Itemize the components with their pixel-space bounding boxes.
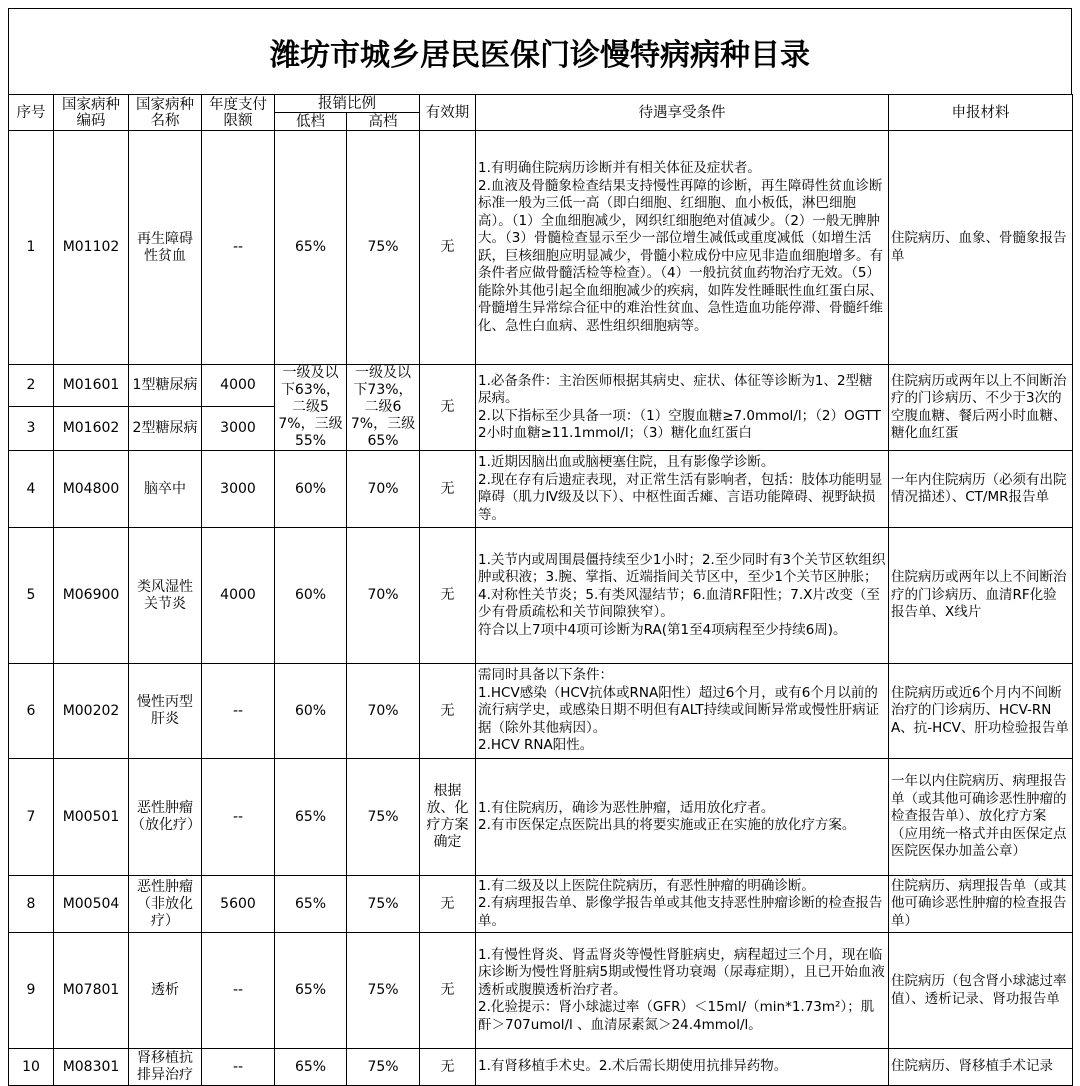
condition-line: 2.现在存有后遗症表现，对正常生活有影响者，包括：肢体功能明显障碍（肌力Ⅳ级及以下）、中枢性面舌瘫、言语功能障碍、视野缺损等。 — [478, 471, 883, 523]
row-conditions — [476, 933, 889, 1049]
row-high: 70% — [347, 528, 420, 664]
row-index: 7 — [9, 759, 54, 876]
table-row — [9, 528, 1073, 664]
header-row-1 — [9, 95, 1073, 113]
row-code: M07801 — [54, 933, 129, 1049]
row-code: M00504 — [54, 876, 129, 933]
table-row — [9, 759, 1073, 876]
row-validity: 无 — [420, 365, 476, 451]
row-name: 恶性肿瘤（非放化疗） — [129, 876, 202, 933]
row-validity: 无 — [420, 528, 476, 664]
row-low: 60% — [275, 451, 347, 528]
row-validity: 无 — [420, 131, 476, 365]
row-low: 65% — [275, 933, 347, 1049]
row-index: 2 — [9, 365, 54, 407]
condition-line: 2.有病理报告单、影像学报告单或其他支持恶性肿瘤诊断的检查报告单。 — [478, 895, 883, 929]
table-row — [9, 451, 1073, 528]
header-conditions: 待遇享受条件 — [476, 95, 889, 131]
row-limit: 3000 — [202, 451, 275, 528]
row-materials: 住院病历（包含肾小球滤过率值）、透析记录、肾功报告单 — [889, 933, 1073, 1049]
row-high: 75% — [347, 131, 420, 365]
row-name: 肾移植抗排异治疗 — [129, 1049, 202, 1086]
row-index: 3 — [9, 407, 54, 451]
row-low: 60% — [275, 528, 347, 664]
page-title: 潍坊市城乡居民医保门诊慢特病病种目录 — [8, 8, 1072, 94]
table-row — [9, 876, 1073, 933]
row-low: 65% — [275, 876, 347, 933]
row-limit: 5600 — [202, 876, 275, 933]
row-name: 脑卒中 — [129, 451, 202, 528]
row-name: 慢性丙型肝炎 — [129, 664, 202, 759]
condition-line: 1.有明确住院病历诊断并有相关体征及症状者。 — [478, 160, 761, 176]
condition-line: 1.有住院病历，确诊为恶性肿瘤，适用放化疗者。 — [478, 799, 775, 816]
table-row — [9, 664, 1073, 759]
materials-text: 住院病历或两年以上不间断治疗的门诊病历、不少于3次的空腹血糖、餐后两小时血糖、糖化血红蛋 — [891, 372, 1067, 441]
row-code: M01602 — [54, 407, 129, 451]
row-code: M00202 — [54, 664, 129, 759]
condition-line: 2.有市医保定点医院出具的将要实施或正在实施的放化疗方案。 — [478, 817, 856, 833]
row-conditions — [476, 664, 889, 759]
row-materials: 住院病历、肾移植手术记录 — [889, 1049, 1073, 1086]
condition-line: 2.血液及骨髓象检查结果支持慢性再障的诊断，再生障碍性贫血诊断标准一般为三低一高（即白细胞、红细胞、血小板低，淋巴细胞高）。（1）全血细胞减少，网织红细胞绝对值减少。（2）一般无脾肿大。（3）骨髓检查显示至少一部位增生减低或重度减低（如增生活跃，巨核细胞应明显减少，骨髓小粒成份中应见非造血细胞增多。有条件者应做骨髓活检等检查）。（4）一般抗贫血药物治疗无效。（5）能除外其他引起全血细胞减少的疾病，如阵发性睡眠性血红蛋白尿、骨髓增生异常综合征中的难治性贫血、急性造血功能停滞、骨髓纤维化、急性白血病、恶性组织细胞病等。 — [478, 177, 883, 334]
table-row — [9, 131, 1073, 365]
row-low: 60% — [275, 664, 347, 759]
condition-line: 1.必备条件：主治医师根据其病史、症状、体征等诊断为1、2型糖尿病。 — [478, 372, 873, 406]
row-validity: 无 — [420, 664, 476, 759]
header-low: 低档 — [275, 113, 347, 131]
row-materials: 一年以内住院病历、病理报告单（或其他可确诊恶性肿瘤的检查报告单）、放化疗方案（应用统一格式并由医保定点医院医保办加盖公章） — [889, 759, 1073, 876]
header-validity: 有效期 — [420, 95, 476, 131]
header-code: 国家病种编码 — [54, 95, 129, 131]
row-code: M01102 — [54, 131, 129, 365]
condition-line: 1.有慢性肾炎、肾盂肾炎等慢性肾脏病史，病程超过三个月，现在临床诊断为慢性肾脏病5期或慢性肾功衰竭（尿毒症期），且已开始血液透析或腹膜透析治疗者。 — [478, 946, 885, 998]
row-conditions — [476, 365, 889, 451]
row-conditions — [476, 876, 889, 933]
header-name: 国家病种名称 — [129, 95, 202, 131]
row-code: M01601 — [54, 365, 129, 407]
header-high: 高档 — [347, 113, 420, 131]
condition-line: 1.HCV感染（HCV抗体或RNA阳性）超过6个月，或有6个月以前的流行病学史，或感染日期不明但有ALT持续或间断异常或慢性肝病证据（除外其他病因）。 — [478, 684, 880, 736]
row-materials: 住院病历、病理报告单（或其他可确诊恶性肿瘤的检查报告单） — [889, 876, 1073, 933]
row-limit: -- — [202, 131, 275, 365]
row-high: 70% — [347, 451, 420, 528]
row-materials: 一年内住院病历（必须有出院情况描述）、CT/MR报告单 — [889, 451, 1073, 528]
row-code: M08301 — [54, 1049, 129, 1086]
row-materials: 住院病历、血象、骨髓象报告单 — [889, 131, 1073, 365]
condition-line: 1.有二级及以上医院住院病历，有恶性肿瘤的明确诊断。 — [478, 877, 815, 894]
row-name: 透析 — [129, 933, 202, 1049]
row-high: 75% — [347, 876, 420, 933]
row-code: M06900 — [54, 528, 129, 664]
row-conditions — [476, 528, 889, 664]
row-high: 一级及以下73%，二级67%，三级65% — [347, 365, 420, 451]
row-validity: 无 — [420, 1049, 476, 1086]
row-limit: -- — [202, 664, 275, 759]
row-validity: 无 — [420, 933, 476, 1049]
row-index: 10 — [9, 1049, 54, 1086]
row-name: 类风湿性关节炎 — [129, 528, 202, 664]
row-low: 一级及以下63%，二级57%，三级55% — [275, 365, 347, 451]
row-conditions — [476, 451, 889, 528]
row-conditions — [476, 1049, 889, 1086]
row-low: 65% — [275, 1049, 347, 1086]
row-name: 恶性肿瘤（放化疗） — [129, 759, 202, 876]
row-name: 1型糖尿病 — [129, 365, 202, 407]
table-row — [9, 365, 1073, 407]
row-limit: 3000 — [202, 407, 275, 451]
row-validity: 无 — [420, 451, 476, 528]
table-row — [9, 1049, 1073, 1086]
row-code: M00501 — [54, 759, 129, 876]
row-limit: -- — [202, 759, 275, 876]
row-conditions — [476, 759, 889, 876]
row-code: M04800 — [54, 451, 129, 528]
row-index: 6 — [9, 664, 54, 759]
row-index: 8 — [9, 876, 54, 933]
row-conditions — [476, 131, 889, 365]
row-materials: 住院病历或近6个月内不间断治疗的门诊病历、HCV-RNA、抗-HCV、肝功检验报告单 — [889, 664, 1073, 759]
table-row — [9, 933, 1073, 1049]
row-materials: 住院病历或两年以上不间断治疗的门诊病历、血清RF化验报告单、X线片 — [889, 528, 1073, 664]
condition-line: 1.近期因脑出血或脑梗塞住院，且有影像学诊断。 — [478, 454, 775, 470]
row-index: 1 — [9, 131, 54, 365]
row-materials — [889, 365, 1073, 451]
row-low: 65% — [275, 131, 347, 365]
row-validity: 无 — [420, 876, 476, 933]
row-index: 4 — [9, 451, 54, 528]
header-limit: 年度支付限额 — [202, 95, 275, 131]
row-index: 5 — [9, 528, 54, 664]
row-limit: -- — [202, 1049, 275, 1086]
row-limit: 4000 — [202, 365, 275, 407]
row-limit: -- — [202, 933, 275, 1049]
header-materials: 申报材料 — [889, 95, 1073, 131]
condition-line: 2.化验提示：肾小球滤过率（GFR）＜15ml/（min*1.73m²）；肌酐＞707umol/l 、血清尿素氮＞24.4mmol/l。 — [478, 999, 875, 1033]
row-high: 75% — [347, 759, 420, 876]
row-limit: 4000 — [202, 528, 275, 664]
condition-line: 2.以下指标至少具备一项：（1）空腹血糖≥7.0mmol/l；（2）OGTT2小时血糖≥11.1mmol/l；（3）糖化血红蛋白 — [478, 407, 881, 441]
row-low: 65% — [275, 759, 347, 876]
row-name: 2型糖尿病 — [129, 407, 202, 451]
row-name: 再生障碍性贫血 — [129, 131, 202, 365]
row-high: 70% — [347, 664, 420, 759]
condition-line: 1.有肾移植手术史。2.术后需长期使用抗排异药物。 — [478, 1058, 788, 1075]
condition-line: 符合以上7项中4项可诊断为RA(第1至4项病程至少持续6周)。 — [478, 621, 847, 638]
header-index: 序号 — [9, 95, 54, 131]
condition-line: 1.关节内或周围晨僵持续至少1小时；2.至少同时有3个关节区软组织肿或积液；3.腕、掌指、近端指间关节区中，至少1个关节区肿胀；4.对称性关节炎；5.有类风湿结节；6.血清RF阳性；7.X片改变（至少有骨质疏松和关节间隙狭窄）。 — [478, 551, 886, 621]
row-high: 75% — [347, 1049, 420, 1086]
row-index: 9 — [9, 933, 54, 1049]
disease-catalog-table — [8, 94, 1073, 1086]
row-high: 75% — [347, 933, 420, 1049]
row-validity: 根据放、化疗方案确定 — [420, 759, 476, 876]
condition-line: 2.HCV RNA阳性。 — [478, 737, 594, 754]
header-ratio: 报销比例 — [275, 95, 420, 113]
condition-line: 需同时具备以下条件： — [478, 667, 613, 684]
